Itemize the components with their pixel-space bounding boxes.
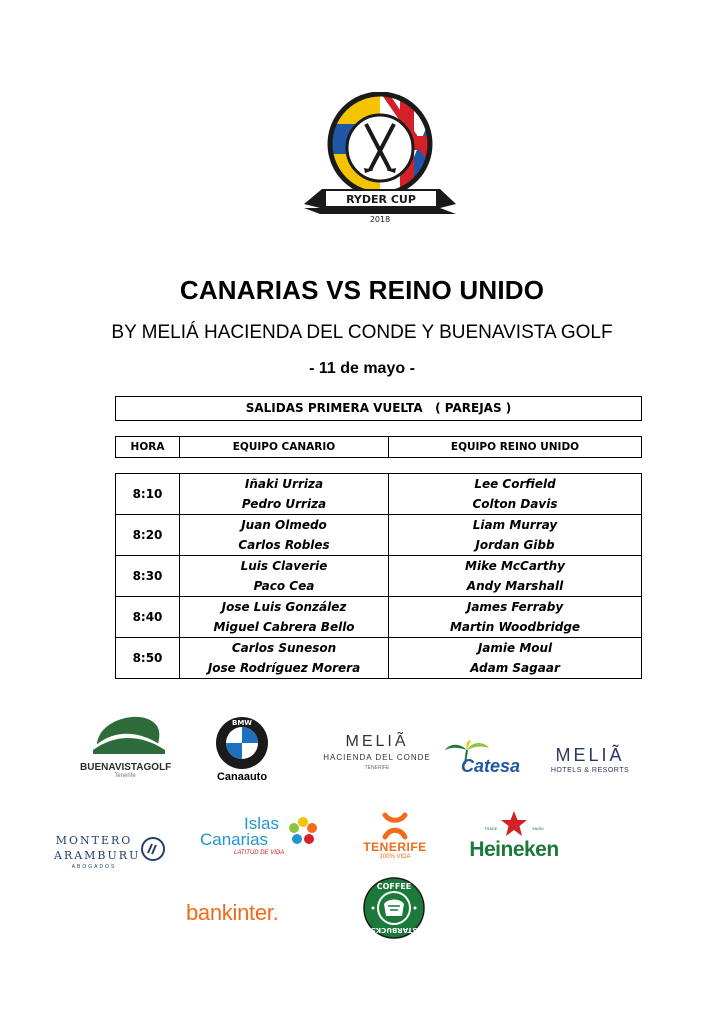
montero-emblem-icon [140,836,166,862]
player-name: Juan Olmedo [241,518,327,532]
header-equipo-reino-unido: EQUIPO REINO UNIDO [450,441,580,453]
player-name: Martin Woodbridge [449,620,581,634]
melia-hotels-name: MELIÃ [555,745,625,765]
ryder-cup-label: RYDER CUP [346,193,416,206]
table-row [116,515,641,556]
player-name: Liam Murray [472,518,558,532]
player-name: Adam Sagaar [470,661,560,675]
heineken-name: Heineken [469,838,559,861]
player-name: Mike McCarthy [465,559,565,573]
section-title [115,396,642,421]
header-hora: HORA [116,437,180,457]
player-name: Miguel Cabrera Bello [213,620,355,634]
bmw-canaauto-logo [210,715,274,785]
table-row [116,556,641,597]
tee-time: 8:30 [116,556,180,596]
player-name: Carlos Robles [238,538,330,552]
table-row [116,638,641,679]
team-reino-unido-cell [389,556,641,596]
islas-line2: Canarias [200,830,269,849]
melia-hotels-line1: HOTELS & RESORTS [550,767,630,774]
team-reino-unido-cell [389,597,641,637]
coffee-bottom: STARBUCKS [370,926,418,934]
red-star-icon [500,810,528,838]
heineken-small2: MARK [532,826,544,831]
team-canario-cell [180,597,389,637]
page-title: CANARIAS VS REINO UNIDO [179,275,545,305]
player-name: Jose Rodríguez Morera [207,661,361,675]
tee-time: 8:10 [116,474,180,514]
player-name: Jose Luis González [221,600,347,614]
bmw-badge: BMW [231,719,253,727]
pairings-table [115,473,642,679]
bankinter-logo: bankinter. [186,900,279,925]
team-reino-unido-cell [389,515,641,555]
player-name: Iñaki Urriza [244,477,324,491]
player-name: Luis Claverie [240,559,328,573]
team-canario-cell [180,474,389,514]
team-canario-cell [180,638,389,678]
table-header [115,436,642,458]
table-row [116,474,641,515]
melia-hacienda-line1: HACIENDA DEL CONDE [323,753,431,762]
heineken-logo [458,810,570,866]
tee-time: 8:50 [116,638,180,678]
team-reino-unido-cell [389,638,641,678]
tee-time: 8:20 [116,515,180,555]
montero-line2: ARAMBURU [54,849,141,862]
team-canario-cell [180,515,389,555]
player-name: Pedro Urriza [241,497,327,511]
player-name: James Ferraby [466,600,564,614]
player-name: Carlos Suneson [231,641,337,655]
islas-line1: Islas [244,814,279,833]
canaauto-name: Canaauto [216,771,268,783]
page-subtitle: BY MELIÁ HACIENDA DEL CONDE Y BUENAVISTA GOLF [111,322,613,343]
team-reino-unido-cell [389,474,641,514]
player-name: Jamie Moul [477,641,553,655]
ryder-cup-year: 2018 [369,215,391,224]
tee-time: 8:40 [116,597,180,637]
melia-hacienda-name: MELIÃ [345,733,409,750]
starbucks-coffee-logo [362,876,426,940]
melia-hotels-logo [550,745,630,781]
melia-hacienda-line2: TENERIFE [364,765,390,771]
buenavista-name: BUENAVISTAGOLF [80,762,172,773]
player-name: Jordan Gibb [475,538,555,552]
event-date: - 11 de mayo - [309,360,415,377]
tenerife-tagline: 100% VIDA [379,854,411,860]
header-equipo-canario: EQUIPO CANARIO [180,437,389,457]
coffee-top: COFFEE [376,882,412,891]
player-name: Lee Corfield [474,477,556,491]
montero-line3: ABOGADOS [71,864,117,870]
team-canario-cell [180,556,389,596]
islas-tagline: LATITUD DE VIDA [234,850,285,856]
montero-line1: MONTERO [55,834,133,847]
table-row [116,597,641,638]
catesa-logo [443,740,527,784]
buenavista-golf-logo [80,708,170,788]
islas-canarias-logo [200,814,320,862]
tenerife-x-icon [380,812,410,840]
tenerife-name: TENERIFE [363,840,427,854]
montero-aramburu-logo [54,834,166,874]
player-name: Colton Davis [472,497,558,511]
buenavista-sub: Tenerife [114,773,136,779]
section-title-label: SALIDAS PRIMERA VUELTA ( PAREJAS ) [245,401,512,415]
heineken-small1: TRADE [484,826,498,831]
islas-flower-icon [286,814,320,848]
player-name: Paco Cea [253,579,315,593]
catesa-name: Catesa [461,756,521,776]
player-name: Andy Marshall [466,579,564,593]
ryder-cup-logo [300,92,460,227]
tenerife-logo [355,812,435,870]
melia-hacienda-logo [318,733,436,779]
